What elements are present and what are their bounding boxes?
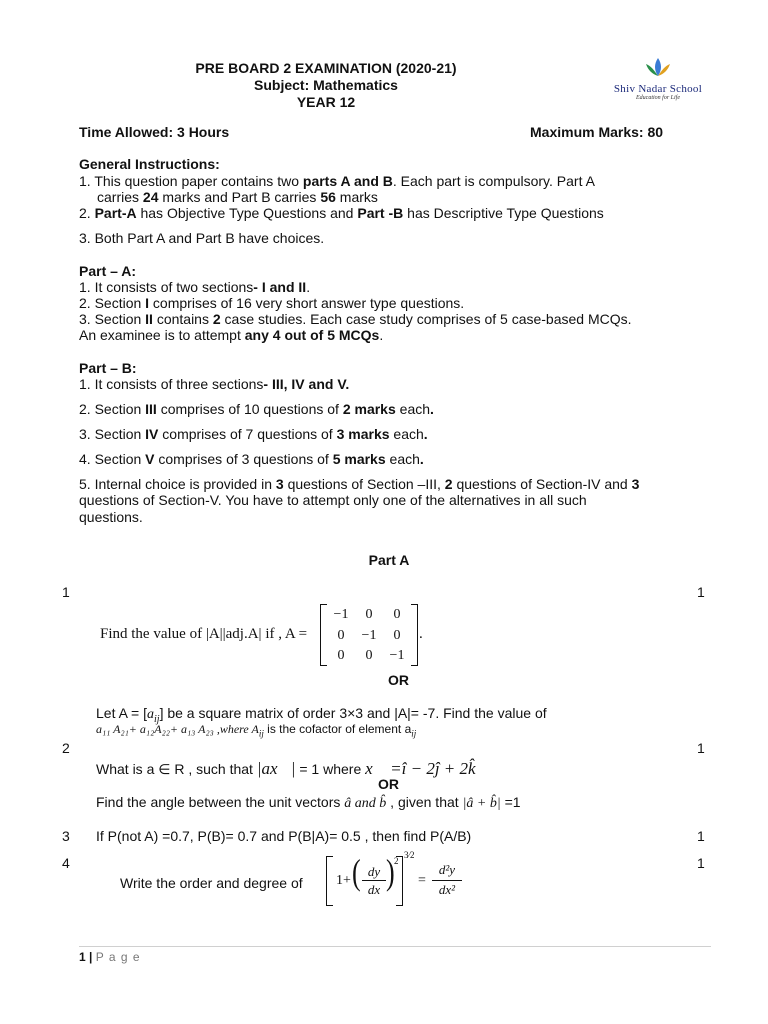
exam-year: YEAR 12 [296,94,356,110]
question-1-number: 1 [62,584,70,600]
part-a-info-4: An examinee is to attempt any 4 out of 5 MCQs. [79,327,384,343]
question-2-marks: 1 [697,740,705,756]
part-a-info-1: 1. It consists of two sections- I and II. [79,279,311,295]
equation-fraction-bar-2 [432,880,462,881]
matrix-cell: −1 [361,627,377,643]
question-1-text: Find the value of |A||adj.A| if , A = [100,626,308,642]
exam-title: PRE BOARD 2 EXAMINATION (2020-21) [195,60,457,76]
lotus-icon [638,56,678,78]
matrix-bracket-right [411,604,417,666]
max-marks: Maximum Marks: 80 [530,124,664,140]
logo-tagline: Education for Life [636,95,680,101]
footer-divider [79,946,711,947]
matrix-cell: 0 [337,627,345,643]
logo-name: Shiv Nadar School [613,83,703,95]
question-1-or: OR [388,672,409,688]
matrix-cell: 0 [365,606,373,622]
matrix-cell: 0 [393,606,401,622]
instruction-3: 3. Both Part A and Part B have choices. [79,230,325,246]
question-1-marks: 1 [697,584,705,600]
equation-bracket-left [326,856,333,906]
equation-one-plus: 1+ [336,873,351,888]
matrix-period: . [419,626,423,642]
equation-square: 2 [394,856,399,866]
equation-dx: dx [367,882,381,897]
exam-subject: Subject: Mathematics [254,77,398,93]
question-2-alt: Find the angle between the unit vectors â and b̂ , given that |â + b̂| =1 [96,794,521,811]
part-a-heading: Part A [368,552,410,568]
question-4-text: Write the order and degree of [120,875,303,891]
part-b-info-5: 5. Internal choice is provided in 3 questions of Section –III, 2 questions of Section-IV and 3 [79,476,640,492]
part-b-info-5-cont: questions of Section-V. You have to attempt only one of the alternatives in all such [79,492,587,508]
part-b-info-4: 4. Section V comprises of 3 questions of 5 marks each. [79,451,424,467]
question-4-marks: 1 [697,855,705,871]
part-b-info-5-end: questions. [79,509,143,525]
question-3-number: 3 [62,828,70,844]
question-2-or: OR [378,776,399,792]
equation-paren-left: ( [352,852,361,893]
matrix-cell: 0 [393,627,401,643]
matrix-cell: −1 [389,648,405,663]
question-2-number: 2 [62,740,70,756]
instruction-1-cont: carries 24 marks and Part B carries 56 marks [97,189,378,205]
equation-dy: dy [367,864,381,879]
matrix-cell: −1 [333,606,349,622]
equation-equals: = [418,873,426,888]
page-footer: 1 | P a g e [79,950,141,964]
equation-bracket-right [396,856,403,906]
question-4-equation [326,850,466,906]
question-1-alt-line2: a₁₁ A₂₁+ a₁₂A₂₂+ a₁₃ A₂₃ ,where $A_{ij}$ is the cofactor of element $a_{ij}$ [96,722,417,739]
part-a-info-2: 2. Section I comprises of 16 very short answer type questions. [79,295,465,311]
equation-fraction-bar [362,880,386,881]
part-b-info-2: 2. Section III comprises of 10 questions of 2 marks each. [79,401,434,417]
question-3-marks: 1 [697,828,705,844]
question-1-matrix [320,604,418,666]
question-4-number: 4 [62,855,70,871]
equation-paren-right: ) [386,852,395,893]
question-1-alt-line1: Let $A = [a_{ij}]$ be a square matrix of order 3×3 and |A|= -7. Find the value of [96,705,547,725]
part-a-info-3: 3. Section II contains 2 case studies. Each case study comprises of 5 case-based MCQs. [79,311,632,327]
part-b-info-1: 1. It consists of three sections- III, IV and V. [79,376,350,392]
question-3-text: If P(not A) =0.7, P(B)= 0.7 and P(B|A)= 0.5 , then find P(A/B) [96,828,472,844]
part-a-info-heading: Part – A: [79,263,137,279]
equation-d2y: d²y [438,862,456,877]
part-b-info-heading: Part – B: [79,360,137,376]
general-instructions-heading: General Instructions: [79,156,220,172]
instruction-2: 2. Part-A has Objective Type Questions and Part -B has Descriptive Type Questions [79,205,604,221]
matrix-cell: 0 [337,648,345,663]
instruction-1: 1. This question paper contains two parts A and B. Each part is compulsory. Part A [79,173,595,189]
matrix-cell: 0 [365,648,373,663]
question-2-text: What is a ∈ R , such that |ax⃗| = 1 where x⃗ =î − 2ĵ + 2k̂ [96,759,476,778]
school-logo [598,56,718,112]
equation-exponent: 3⁄2 [404,850,415,860]
equation-dx2: dx² [438,882,456,897]
time-allowed: Time Allowed: 3 Hours [79,124,230,140]
matrix-table [327,604,411,666]
part-b-info-3: 3. Section IV comprises of 7 questions of 3 marks each. [79,426,428,442]
